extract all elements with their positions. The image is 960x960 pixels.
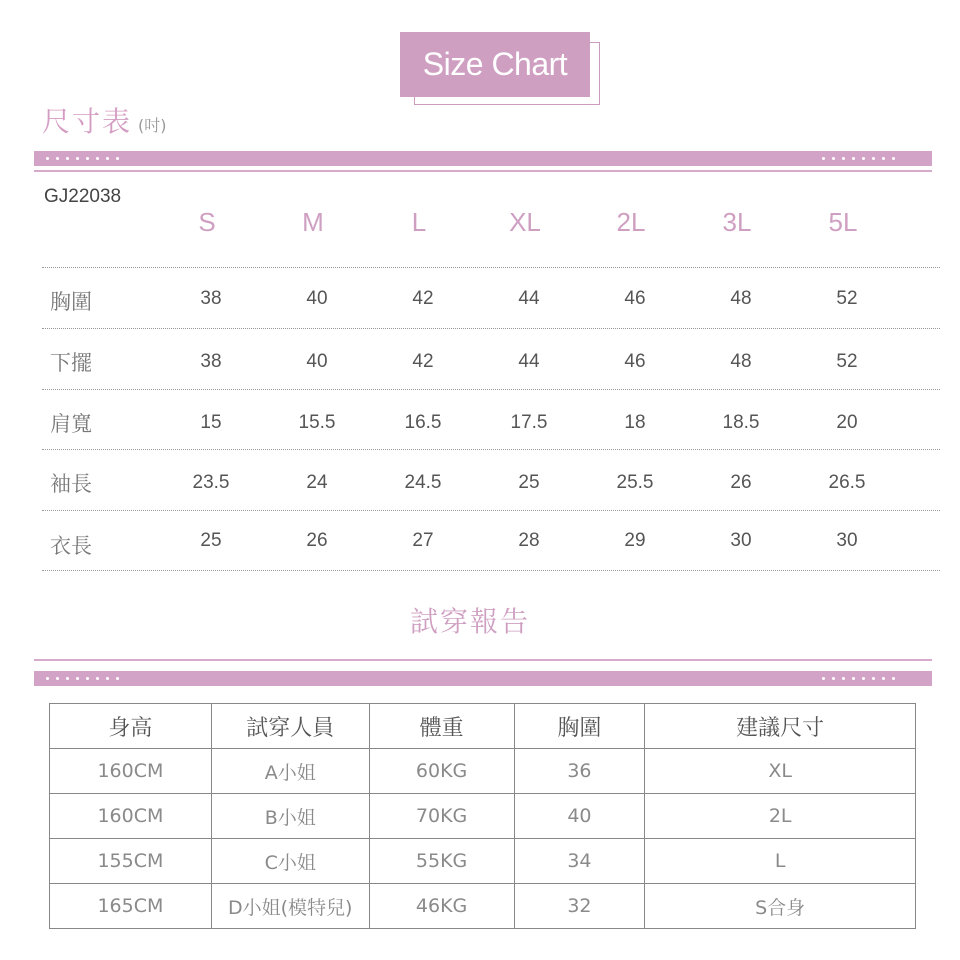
band-underline-top	[34, 170, 932, 172]
row-divider	[42, 389, 940, 390]
measurement-cell: 46	[624, 351, 646, 372]
chest-cell: 36	[514, 749, 645, 794]
measurement-cell: 18	[624, 412, 646, 433]
band-dots-right	[822, 151, 895, 166]
size-header: 3L	[722, 207, 752, 237]
measurement-cell: 25	[518, 472, 540, 493]
header-cell: 試穿人員	[211, 704, 369, 749]
measurement-cell: 46	[624, 288, 646, 309]
measurement-cell: 25.5	[616, 472, 654, 493]
suggested-size-cell: S合身	[645, 884, 916, 929]
measurement-cell: 38	[200, 288, 222, 309]
tester-cell: D小姐(模特兒)	[211, 884, 369, 929]
decorative-band-top	[34, 151, 932, 166]
height-cell: 160CM	[50, 749, 212, 794]
measurement-cell: 23.5	[192, 472, 230, 493]
weight-cell: 60KG	[369, 749, 514, 794]
table-row	[50, 839, 916, 884]
size-header: 5L	[828, 207, 858, 237]
header-cell: 身高	[50, 704, 212, 749]
measurement-cell: 20	[836, 412, 858, 433]
measurement-cell: 26.5	[828, 472, 866, 493]
row-label: 肩寬	[50, 412, 92, 436]
measurement-cell: 38	[200, 351, 222, 372]
weight-cell: 70KG	[369, 794, 514, 839]
measurement-cell: 28	[518, 530, 540, 551]
measurement-cell: 15	[200, 412, 222, 433]
measurement-cell: 30	[730, 530, 752, 551]
band-dots-left	[46, 151, 119, 166]
suggested-size-cell: L	[645, 839, 916, 884]
tester-cell: B小姐	[211, 794, 369, 839]
measurement-cell: 26	[730, 472, 752, 493]
row-divider	[42, 510, 940, 511]
header-cell: 建議尺寸	[645, 704, 916, 749]
model-code: GJ22038	[44, 186, 122, 207]
measurement-cell: 44	[518, 288, 540, 309]
header-cell: 胸圍	[514, 704, 645, 749]
fit-report-table	[49, 703, 916, 929]
chest-cell: 32	[514, 884, 645, 929]
suggested-size-cell: XL	[645, 749, 916, 794]
measurement-cell: 18.5	[722, 412, 760, 433]
measurement-cell: 40	[306, 351, 328, 372]
measurement-cell: 26	[306, 530, 328, 551]
measurement-cell: 48	[730, 351, 752, 372]
size-header: L	[411, 207, 427, 237]
weight-cell: 46KG	[369, 884, 514, 929]
height-cell: 160CM	[50, 794, 212, 839]
measurement-cell: 24	[306, 472, 328, 493]
band-dots-right	[822, 671, 895, 686]
measurement-cell: 52	[836, 351, 858, 372]
row-label: 胸圍	[50, 290, 92, 314]
page-title	[42, 100, 167, 140]
row-divider	[42, 328, 940, 329]
row-label: 下擺	[50, 351, 92, 375]
height-cell: 155CM	[50, 839, 212, 884]
unit-label: (吋)	[138, 116, 167, 135]
band-dots-left	[46, 671, 119, 686]
title-text: 尺寸表	[42, 105, 133, 138]
measurement-cell: 29	[624, 530, 646, 551]
measurement-cell: 48	[730, 288, 752, 309]
measurement-cell: 27	[412, 530, 434, 551]
height-cell: 165CM	[50, 884, 212, 929]
table-row	[50, 884, 916, 929]
measurement-cell: 25	[200, 530, 222, 551]
measurement-cell: 15.5	[298, 412, 336, 433]
chest-cell: 34	[514, 839, 645, 884]
measurement-cell: 24.5	[404, 472, 442, 493]
tester-cell: C小姐	[211, 839, 369, 884]
band-overline-bottom	[34, 659, 932, 661]
fit-report-header-row	[50, 704, 916, 749]
measurement-cell: 42	[412, 351, 434, 372]
header-cell: 體重	[369, 704, 514, 749]
table-row	[50, 749, 916, 794]
measurement-cell: 40	[306, 288, 328, 309]
measurement-cell: 16.5	[404, 412, 442, 433]
size-header: S	[198, 207, 216, 237]
row-divider	[42, 267, 940, 268]
measurement-cell: 42	[412, 288, 434, 309]
row-label: 衣長	[50, 534, 92, 558]
suggested-size-cell: 2L	[645, 794, 916, 839]
fit-report-title: 試穿報告	[409, 605, 530, 638]
size-chart-badge: Size Chart	[400, 32, 590, 97]
measurement-cell: 52	[836, 288, 858, 309]
weight-cell: 55KG	[369, 839, 514, 884]
size-header: 2L	[616, 207, 646, 237]
row-label: 袖長	[50, 472, 92, 496]
tester-cell: A小姐	[211, 749, 369, 794]
chest-cell: 40	[514, 794, 645, 839]
measurement-cell: 17.5	[510, 412, 548, 433]
decorative-band-bottom	[34, 671, 932, 686]
size-header: XL	[509, 207, 541, 237]
measurement-cell: 30	[836, 530, 858, 551]
table-row	[50, 794, 916, 839]
row-divider	[42, 449, 940, 450]
row-divider	[42, 570, 940, 571]
size-header: M	[302, 207, 324, 237]
measurement-cell: 44	[518, 351, 540, 372]
